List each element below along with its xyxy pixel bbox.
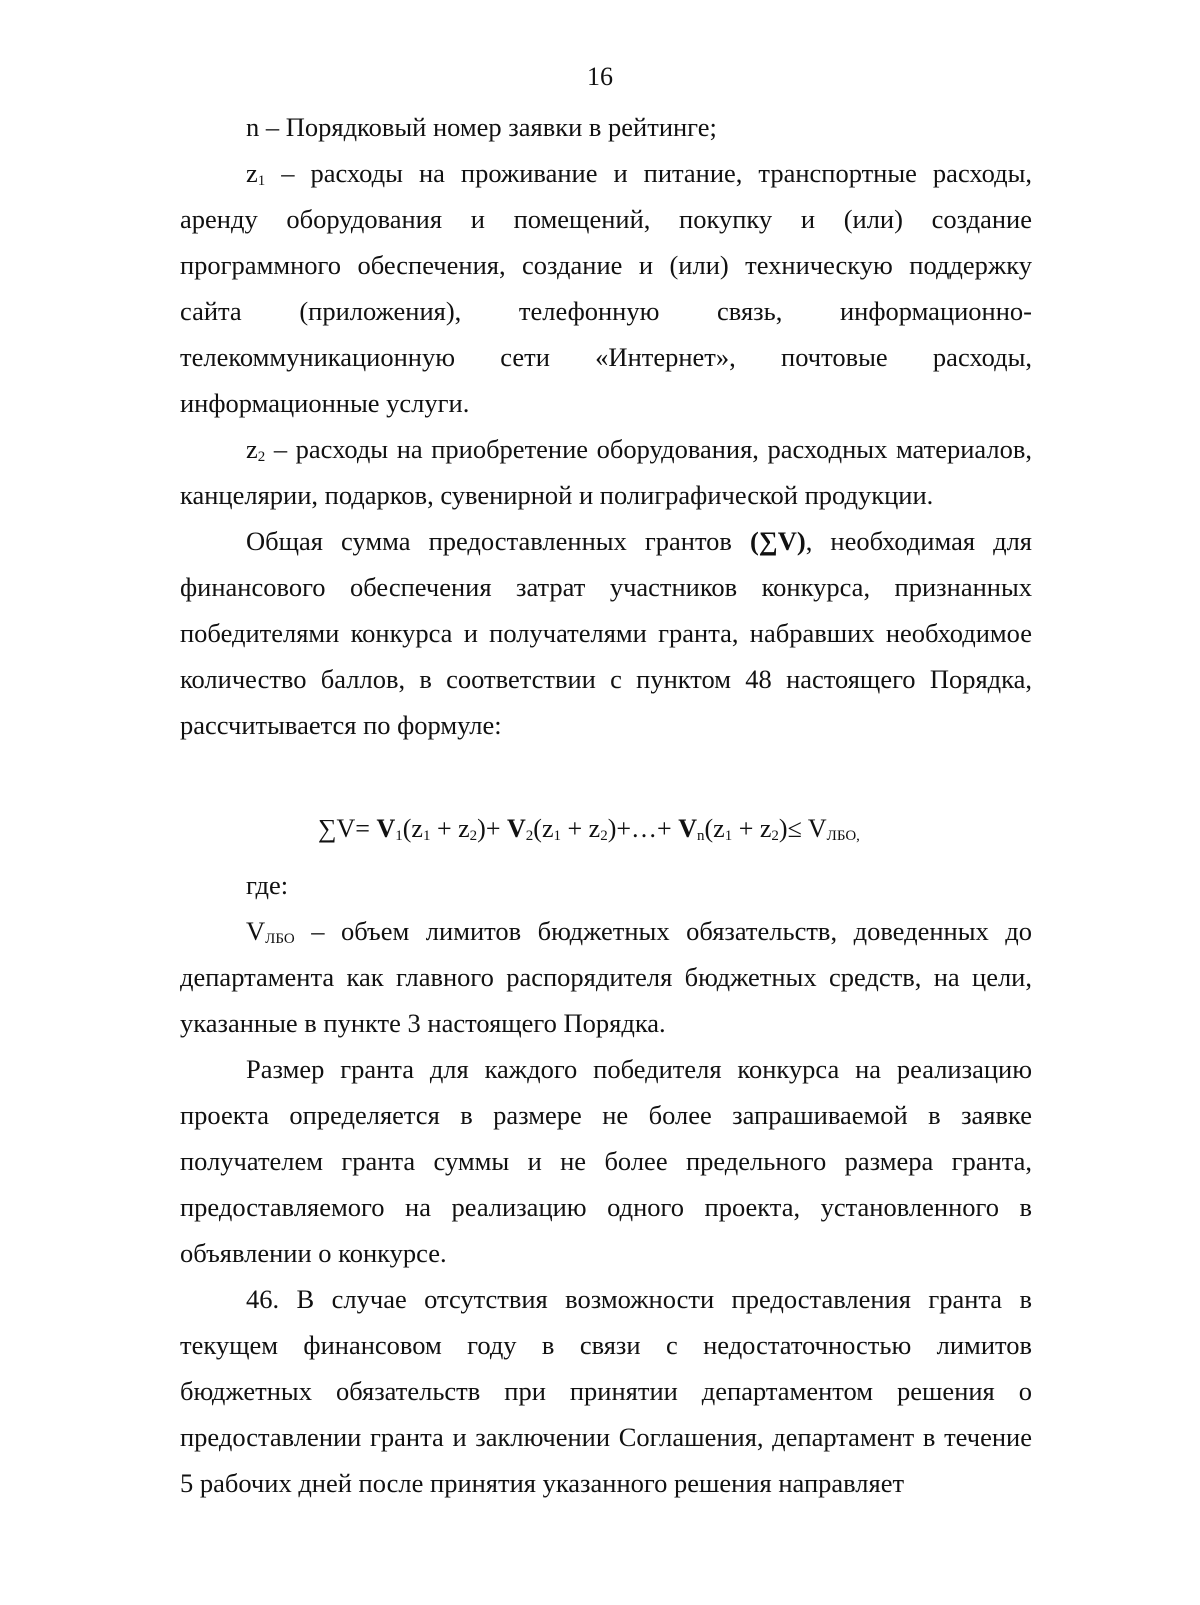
paragraph-where: где: [246, 870, 289, 900]
z2-symbol: z [246, 434, 258, 464]
formula-vn-sub: n [696, 828, 705, 844]
formula-term2-open: (z [533, 814, 554, 843]
z1-symbol: z [246, 158, 258, 188]
formula-termn-close: ) [778, 814, 788, 843]
formula-v1: V [376, 814, 396, 843]
formula-v1-sub: 1 [395, 828, 403, 844]
paragraph-n-definition: n – Порядковый номер заявки в рейтинге; [246, 112, 717, 142]
formula-vn: V [678, 814, 697, 843]
paragraph-grant-size: Размер гранта для каждого победителя конкурса на реализацию проекта определяется в размере не более запрашиваемой в заявке получателем гранта суммы и не более предельного размера гранта, предоставляемого на реализацию одного проекта, установленного в объявлении о конкурсе. [180, 1054, 1032, 1268]
z1-subscript: 1 [257, 173, 266, 189]
formula-ellipsis: +…+ [616, 814, 672, 843]
formula-term1-plus: + z [430, 814, 470, 843]
total-grants-text-a: Общая сумма предоставленных грантов [246, 526, 751, 556]
formula-termn-z1-sub: 1 [724, 828, 733, 844]
z1-text: – расходы на проживание и питание, транспортные расходы, аренду оборудования и помещений, покупку и (или) создание программного обеспечения, создание и (или) техническую поддержку сайта (приложения), телефонную связь, информационно-телекоммуникационную сети «Интернет», почтовые расходы, информационные услуги. [180, 158, 1032, 418]
formula-plus-1: + [485, 814, 501, 843]
formula-termn-z2-sub: 2 [771, 828, 779, 844]
paragraph-z2-definition [180, 426, 1032, 518]
formula-termn-open: (z [704, 814, 725, 843]
formula-term2-z1-sub: 1 [553, 828, 561, 844]
vlbo-text: – объем лимитов бюджетных обязательств, доведенных до департамента как главного распорядителя бюджетных средств, на цели, указанные в пункте 3 настоящего Порядка. [180, 916, 1032, 1038]
paragraph-46: 46. В случае отсутствия возможности предоставления гранта в текущем финансовом году в связи с недостаточностью лимитов бюджетных обязательств при принятии департаментом решения о предоставлении гранта и заключении Соглашения, департамент в течение 5 рабочих дней после принятия указанного решения направляет [180, 1284, 1032, 1498]
formula-term2-close: ) [607, 814, 617, 843]
formula-term1-close: ) [477, 814, 486, 843]
formula-v2-sub: 2 [525, 828, 534, 844]
formula-term2-plus: + z [561, 814, 601, 843]
formula-v2: V [507, 814, 526, 843]
total-grants-text-b: , необходимая для финансового обеспечения затрат участников конкурса, признанных победителями конкурса и получателями гранта, набравших необходимое количество баллов, в соответствии с пунктом 48 настоящего Порядка, рассчитывается по формуле: [180, 526, 1032, 740]
total-grants-symbol: (∑V) [750, 526, 806, 556]
formula-term1-z2-sub: 2 [469, 828, 478, 844]
z2-subscript: 2 [257, 449, 266, 465]
formula-leq-sub: ЛБО, [826, 828, 860, 844]
vlbo-symbol: V [246, 916, 266, 946]
formula-term1-z1-sub: 1 [422, 828, 431, 844]
formula-termn-plus: + z [732, 814, 772, 843]
page-number: 16 [587, 62, 613, 91]
paragraph-vlbo-definition [180, 908, 1032, 1046]
grant-formula [180, 806, 1032, 852]
formula-leq: ≤ V [787, 814, 827, 843]
formula-term2-z2-sub: 2 [600, 828, 608, 844]
document-body [180, 104, 1032, 1506]
formula-lhs: ∑V= [318, 814, 370, 843]
z2-text: – расходы на приобретение оборудования, расходных материалов, канцелярии, подарков, сувенирной и полиграфической продукции. [180, 434, 1032, 510]
paragraph-z1-definition [180, 150, 1032, 426]
paragraph-total-grants [180, 518, 1032, 748]
vlbo-subscript: ЛБО [265, 931, 295, 947]
formula-term1-open: (z [402, 814, 423, 843]
